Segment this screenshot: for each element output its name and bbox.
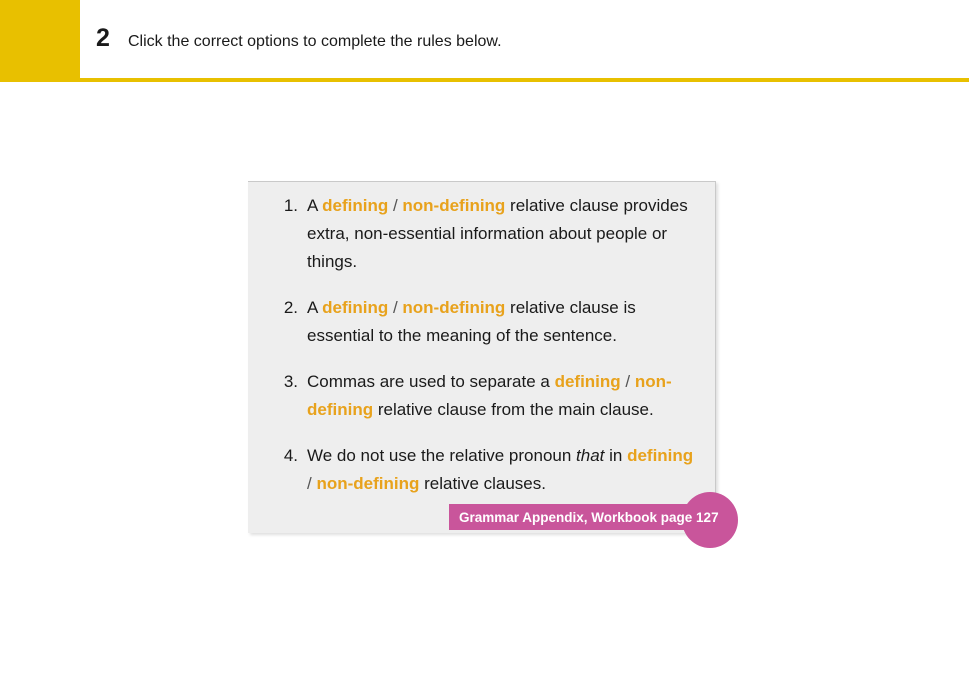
rules-list	[274, 192, 694, 516]
rule-text-post: relative clause provides extra, non-essential information about people or things.	[307, 196, 688, 271]
option-non-defining[interactable]: non-defining	[307, 372, 672, 419]
option-defining[interactable]: defining	[627, 446, 694, 465]
header-divider-rule	[0, 78, 969, 82]
list-item-number: 3.	[283, 372, 298, 391]
list-item-text	[307, 368, 694, 424]
header-accent-block	[0, 0, 80, 78]
exercise-card	[248, 181, 716, 533]
rule-text-pre2: in	[604, 446, 628, 465]
list-item-text	[307, 192, 694, 276]
list-item	[274, 294, 694, 350]
rule-text-italic: that	[576, 446, 605, 465]
list-item-number: 4.	[283, 446, 298, 465]
page-header	[0, 0, 969, 80]
rule-text-pre: Commas are used to separate a	[307, 372, 555, 391]
list-item-number: 1.	[283, 196, 298, 215]
rule-text-post: relative clauses.	[419, 474, 546, 493]
option-separator: /	[620, 372, 635, 391]
list-item-text	[307, 442, 694, 498]
option-defining[interactable]: defining	[322, 298, 389, 317]
option-non-defining[interactable]: non-defining	[402, 298, 506, 317]
rule-text-pre: A	[307, 196, 323, 215]
rule-text-post: relative clause is essential to the meaning of the sentence.	[307, 298, 636, 345]
list-item	[274, 442, 694, 498]
option-separator: /	[388, 298, 403, 317]
option-non-defining[interactable]: non-defining	[402, 196, 506, 215]
reference-banner[interactable]	[449, 504, 729, 530]
option-non-defining[interactable]: non-defining	[316, 474, 420, 493]
option-separator: /	[388, 196, 403, 215]
rule-text-post: relative clause from the main clause.	[373, 400, 654, 419]
exercise-number: 2	[96, 24, 110, 52]
rule-text-pre: A	[307, 298, 323, 317]
option-defining[interactable]: defining	[554, 372, 621, 391]
list-item	[274, 368, 694, 424]
list-item-number: 2.	[283, 298, 298, 317]
option-defining[interactable]: defining	[322, 196, 389, 215]
exercise-instruction: Click the correct options to complete the rules below.	[128, 33, 502, 50]
option-separator: /	[307, 474, 317, 493]
rule-text-pre: We do not use the relative pronoun	[307, 446, 577, 465]
list-item-text	[307, 294, 694, 350]
reference-label: Grammar Appendix, Workbook page 127	[459, 509, 719, 525]
list-item	[274, 192, 694, 276]
